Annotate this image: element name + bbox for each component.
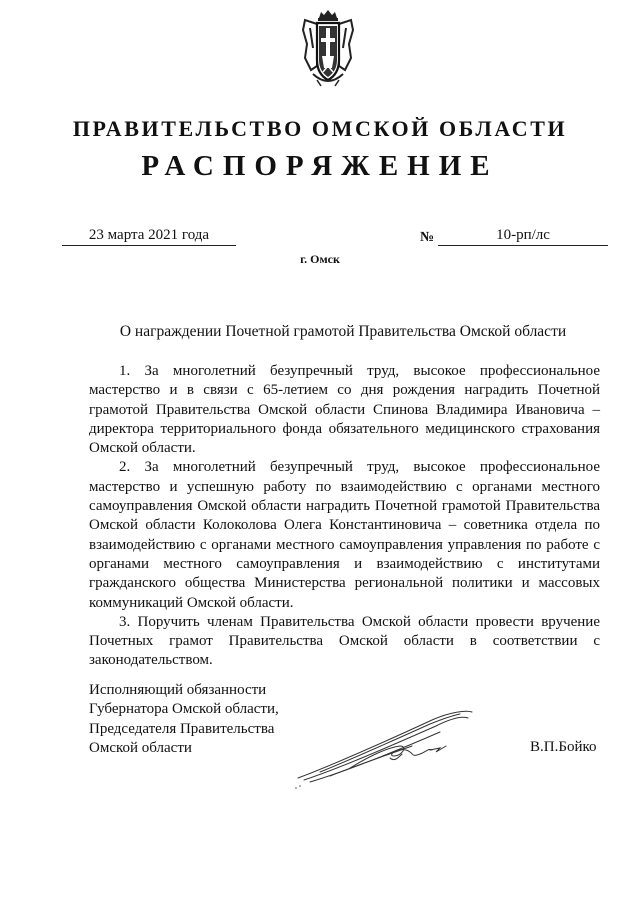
document-subject: О награждении Почетной грамотой Правительства Омской области (119, 323, 567, 340)
paragraph-1: 1. За многолетний безупречный труд, высокое профессиональное мастерство и в связи с 65-летием со дня рождения наградить Почетной грамотой Правительства Омской области Спинова Владимира Ивановича – директора территориального фонда обязательного медицинского страхования Омской области. (89, 363, 600, 457)
signatory-name: В.П.Бойко (530, 739, 597, 755)
position-line: Председателя Правительства (89, 720, 275, 737)
paragraph-3: 3. Поручить членам Правительства Омской области провести вручение Почетных грамот Правительства Омской области в соответствии с законодательством. (89, 613, 600, 669)
signatory-position (89, 681, 279, 758)
city: г. Омск (300, 252, 340, 266)
government-title: ПРАВИТЕЛЬСТВО ОМСКОЙ ОБЛАСТИ (72, 116, 568, 141)
coat-of-arms-icon (301, 8, 355, 88)
position-line: Омской области (89, 739, 192, 756)
document-date: 23 марта 2021 года (62, 226, 236, 246)
document-type: РАСПОРЯЖЕНИЕ (141, 150, 499, 182)
position-line: Губернатора Омской области, (89, 701, 279, 718)
number-label: № (420, 230, 435, 245)
paragraph-2: 2. За многолетний безупречный труд, высокое профессиональное мастерство и успешную работу по взаимодействию с органами местного самоуправления Омской области наградить Почетной грамотой Правительства Омской области Колоколова Олега Константиновича – советника отдела по взаимодействию с органами местного самоуправления управления по работе с органами местного самоуправления и взаимодействию с институтами гражданского общества Министерства региональной политики и массовых коммуникаций Омской области. (89, 459, 600, 611)
position-line: Исполняющий обязанности (89, 682, 267, 698)
handwritten-signature-icon (290, 706, 480, 790)
document-number: 10-рп/лс (438, 226, 608, 246)
document-body (89, 362, 600, 671)
